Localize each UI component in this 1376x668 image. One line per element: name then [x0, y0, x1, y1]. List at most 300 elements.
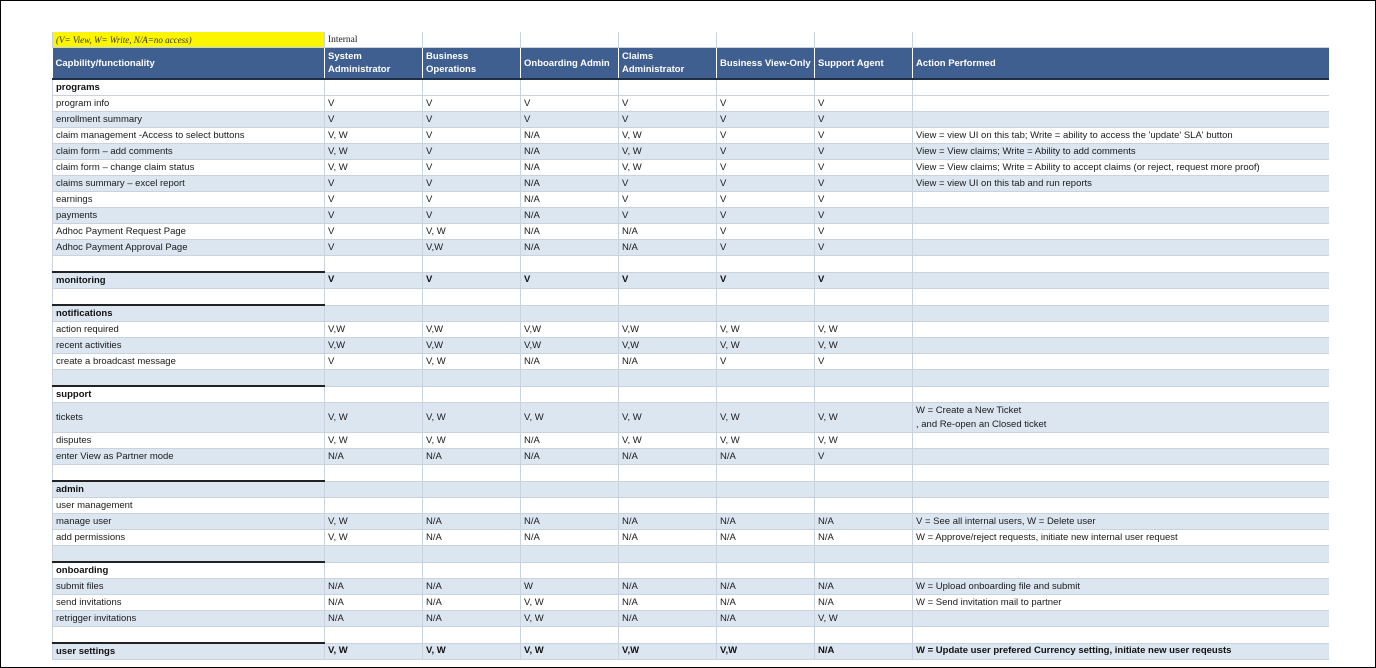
access-cell-business-operations [423, 386, 521, 403]
access-cell-system-administrator: V, W [325, 433, 423, 449]
access-cell-system-administrator [325, 546, 423, 563]
access-cell-system-administrator: V, W [325, 160, 423, 176]
access-cell-system-administrator [325, 481, 423, 498]
access-cell-business-operations [423, 546, 521, 563]
capability-label: payments [53, 208, 325, 224]
access-cell-support-agent [815, 79, 913, 96]
access-cell-system-administrator: V, W [325, 403, 423, 433]
access-cell-support-agent: V [815, 208, 913, 224]
access-cell-onboarding-admin [521, 386, 619, 403]
section-label: onboarding [53, 562, 325, 579]
action-performed-cell [913, 498, 1329, 514]
action-performed-cell [913, 256, 1329, 273]
action-performed-cell: View = view UI on this tab and run reports [913, 176, 1329, 192]
access-cell-onboarding-admin [521, 562, 619, 579]
action-performed-cell [913, 192, 1329, 208]
access-cell-support-agent: V [815, 96, 913, 112]
access-cell-claims-administrator: N/A [619, 611, 717, 627]
action-performed-cell [913, 562, 1329, 579]
access-cell-business-view-only: N/A [717, 595, 815, 611]
action-performed-cell: View = View claims; Write = Ability to accept claims (or reject, request more proof) [913, 160, 1329, 176]
access-cell-claims-administrator: V [619, 96, 717, 112]
access-cell-system-administrator [325, 305, 423, 322]
access-cell-onboarding-admin [521, 546, 619, 563]
action-performed-cell [913, 465, 1329, 482]
action-performed-cell: View = view UI on this tab; Write = ability to access the 'update' SLA' button [913, 128, 1329, 144]
table-row [53, 530, 1329, 546]
capability-label: add permissions [53, 530, 325, 546]
access-cell-system-administrator: V [325, 354, 423, 370]
access-cell-system-administrator: V, W [325, 144, 423, 160]
access-cell-system-administrator: V,W [325, 338, 423, 354]
access-cell-onboarding-admin: N/A [521, 224, 619, 240]
access-cell-business-operations: V, W [423, 354, 521, 370]
access-cell-claims-administrator: V [619, 272, 717, 289]
access-cell-business-operations [423, 465, 521, 482]
access-cell-onboarding-admin: N/A [521, 208, 619, 224]
permissions-table [52, 32, 1329, 660]
access-cell-business-view-only: V [717, 354, 815, 370]
capability-label: claim management -Access to select buttons [53, 128, 325, 144]
legend-cell: (V= View, W= Write, N/A=no access) [53, 32, 325, 48]
header-support-agent: Support Agent [815, 48, 913, 80]
access-cell-support-agent [815, 627, 913, 644]
access-cell-claims-administrator: V [619, 112, 717, 128]
access-cell-business-operations: V [423, 112, 521, 128]
access-cell-business-view-only: V [717, 272, 815, 289]
action-performed-cell [913, 354, 1329, 370]
table-row [53, 579, 1329, 595]
table-row [53, 224, 1329, 240]
access-cell-claims-administrator: V, W [619, 160, 717, 176]
spacer-row [53, 370, 1329, 387]
section-label: monitoring [53, 272, 325, 289]
access-cell-onboarding-admin: N/A [521, 176, 619, 192]
action-performed-cell [913, 289, 1329, 306]
access-cell-claims-administrator: N/A [619, 579, 717, 595]
access-cell-onboarding-admin: V [521, 96, 619, 112]
capability-label: tickets [53, 403, 325, 433]
access-cell-onboarding-admin [521, 465, 619, 482]
access-cell-onboarding-admin: N/A [521, 449, 619, 465]
header-row [53, 48, 1329, 80]
access-cell-business-operations: V [423, 160, 521, 176]
access-cell-business-view-only [717, 498, 815, 514]
table-row [53, 498, 1329, 514]
header-onboarding-admin: Onboarding Admin [521, 48, 619, 80]
access-cell-onboarding-admin: N/A [521, 192, 619, 208]
spacer-row [53, 465, 1329, 482]
access-cell-business-operations [423, 305, 521, 322]
access-cell-business-view-only [717, 305, 815, 322]
access-cell-business-view-only: N/A [717, 579, 815, 595]
action-performed-cell [913, 611, 1329, 627]
access-cell-support-agent: N/A [815, 595, 913, 611]
access-cell-onboarding-admin [521, 498, 619, 514]
access-cell-business-operations [423, 370, 521, 387]
action-performed-cell [913, 627, 1329, 644]
access-cell-claims-administrator [619, 370, 717, 387]
access-cell-system-administrator: V, W [325, 643, 423, 660]
access-cell-business-operations: V, W [423, 433, 521, 449]
action-performed-cell [913, 386, 1329, 403]
access-cell-support-agent [815, 305, 913, 322]
access-cell-business-view-only [717, 386, 815, 403]
access-cell-support-agent: V [815, 272, 913, 289]
table-row [53, 208, 1329, 224]
action-performed-cell [913, 546, 1329, 563]
access-cell-business-operations: N/A [423, 611, 521, 627]
action-performed-cell [913, 272, 1329, 289]
access-cell-onboarding-admin: N/A [521, 144, 619, 160]
access-cell-business-view-only: V [717, 128, 815, 144]
table-row [53, 192, 1329, 208]
access-cell-onboarding-admin [521, 305, 619, 322]
access-cell-claims-administrator [619, 546, 717, 563]
access-cell-claims-administrator [619, 481, 717, 498]
access-cell-business-view-only: V [717, 192, 815, 208]
access-cell-business-operations: V, W [423, 224, 521, 240]
access-cell-claims-administrator [619, 498, 717, 514]
section-row [53, 305, 1329, 322]
access-cell-support-agent: V [815, 112, 913, 128]
access-cell-business-operations [423, 289, 521, 306]
access-cell-onboarding-admin: N/A [521, 514, 619, 530]
access-cell-claims-administrator: V [619, 176, 717, 192]
action-performed-cell: W = Approve/reject requests, initiate new internal user request [913, 530, 1329, 546]
access-cell-business-view-only: N/A [717, 530, 815, 546]
access-cell-onboarding-admin [521, 481, 619, 498]
capability-label [53, 627, 325, 644]
access-cell-claims-administrator: V, W [619, 144, 717, 160]
access-cell-support-agent: N/A [815, 530, 913, 546]
capability-label: claims summary – excel report [53, 176, 325, 192]
section-label: admin [53, 481, 325, 498]
access-cell-claims-administrator: N/A [619, 224, 717, 240]
access-cell-support-agent: N/A [815, 643, 913, 660]
access-cell-business-view-only [717, 256, 815, 273]
capability-label: recent activities [53, 338, 325, 354]
capability-label: claim form – change claim status [53, 160, 325, 176]
header-action-performed: Action Performed [913, 48, 1329, 80]
access-cell-claims-administrator: V,W [619, 643, 717, 660]
header-claims-administrator: Claims Administrator [619, 48, 717, 80]
access-cell-claims-administrator: V [619, 192, 717, 208]
access-cell-business-operations: V [423, 176, 521, 192]
action-performed-cell: V = See all internal users, W = Delete user [913, 514, 1329, 530]
access-cell-claims-administrator [619, 305, 717, 322]
action-performed-cell [913, 370, 1329, 387]
access-cell-business-operations: V [423, 208, 521, 224]
capability-label [53, 289, 325, 306]
section-label: support [53, 386, 325, 403]
access-cell-system-administrator: V [325, 224, 423, 240]
access-cell-support-agent: V [815, 192, 913, 208]
capability-label [53, 370, 325, 387]
access-cell-business-view-only [717, 562, 815, 579]
access-cell-support-agent: V [815, 176, 913, 192]
access-cell-business-view-only: V [717, 224, 815, 240]
action-performed-cell [913, 449, 1329, 465]
access-cell-system-administrator: V [325, 96, 423, 112]
action-line: , and Re-open an Closed ticket [916, 418, 1047, 430]
access-cell-business-view-only [717, 481, 815, 498]
group-label: Internal [325, 32, 423, 48]
access-cell-business-view-only [717, 546, 815, 563]
access-cell-claims-administrator: V, W [619, 403, 717, 433]
access-cell-claims-administrator: N/A [619, 240, 717, 256]
spacer-row [53, 256, 1329, 273]
access-cell-onboarding-admin: N/A [521, 128, 619, 144]
access-cell-business-operations: V [423, 128, 521, 144]
action-performed-cell [913, 338, 1329, 354]
access-cell-business-view-only: V [717, 208, 815, 224]
access-cell-support-agent: N/A [815, 579, 913, 595]
table-row [53, 338, 1329, 354]
access-cell-business-view-only: V [717, 240, 815, 256]
access-cell-system-administrator: V, W [325, 128, 423, 144]
access-cell-system-administrator: V [325, 176, 423, 192]
header-system-administrator: System Administrator [325, 48, 423, 80]
action-performed-cell [913, 322, 1329, 338]
access-cell-support-agent: V [815, 240, 913, 256]
access-cell-support-agent: V, W [815, 403, 913, 433]
access-cell-support-agent [815, 481, 913, 498]
access-cell-business-operations: V [423, 96, 521, 112]
table-row [53, 128, 1329, 144]
access-cell-business-view-only: V, W [717, 403, 815, 433]
access-cell-onboarding-admin [521, 370, 619, 387]
access-cell-business-view-only [717, 627, 815, 644]
access-cell-support-agent: V, W [815, 611, 913, 627]
access-cell-claims-administrator: V, W [619, 128, 717, 144]
access-cell-onboarding-admin: V,W [521, 338, 619, 354]
table-row [53, 514, 1329, 530]
access-cell-onboarding-admin: V [521, 272, 619, 289]
access-cell-system-administrator [325, 498, 423, 514]
access-cell-claims-administrator [619, 79, 717, 96]
access-cell-support-agent [815, 256, 913, 273]
section-row [53, 481, 1329, 498]
access-cell-support-agent: N/A [815, 514, 913, 530]
access-cell-support-agent: V, W [815, 433, 913, 449]
table-row [53, 433, 1329, 449]
spacer-row [53, 546, 1329, 563]
action-line: W = Create a New Ticket [916, 404, 1022, 416]
access-cell-business-operations: N/A [423, 449, 521, 465]
access-cell-claims-administrator: V [619, 208, 717, 224]
access-cell-support-agent [815, 386, 913, 403]
access-cell-support-agent [815, 465, 913, 482]
action-performed-cell [913, 224, 1329, 240]
access-cell-system-administrator [325, 627, 423, 644]
access-cell-business-operations: V,W [423, 338, 521, 354]
table-row [53, 96, 1329, 112]
access-cell-onboarding-admin [521, 79, 619, 96]
access-cell-system-administrator: V, W [325, 514, 423, 530]
access-cell-business-operations: N/A [423, 595, 521, 611]
capability-label: retrigger invitations [53, 611, 325, 627]
action-performed-cell [913, 79, 1329, 96]
access-cell-claims-administrator [619, 627, 717, 644]
access-cell-claims-administrator: N/A [619, 530, 717, 546]
access-cell-business-operations [423, 498, 521, 514]
access-cell-onboarding-admin: N/A [521, 160, 619, 176]
section-label: programs [53, 79, 325, 96]
table-row [53, 595, 1329, 611]
action-performed-cell [913, 403, 1329, 433]
access-cell-claims-administrator [619, 562, 717, 579]
access-cell-system-administrator [325, 79, 423, 96]
table-row [53, 176, 1329, 192]
action-performed-cell [913, 112, 1329, 128]
access-cell-support-agent [815, 498, 913, 514]
access-cell-support-agent: V [815, 144, 913, 160]
action-performed-cell [913, 305, 1329, 322]
table-row [53, 611, 1329, 627]
capability-label: enrollment summary [53, 112, 325, 128]
access-cell-support-agent [815, 289, 913, 306]
access-cell-business-view-only: V,W [717, 643, 815, 660]
access-cell-business-operations: N/A [423, 514, 521, 530]
access-cell-onboarding-admin: N/A [521, 530, 619, 546]
access-cell-system-administrator: V [325, 208, 423, 224]
access-cell-business-operations [423, 79, 521, 96]
access-cell-business-view-only: V, W [717, 433, 815, 449]
section-row [53, 386, 1329, 403]
access-cell-onboarding-admin: N/A [521, 240, 619, 256]
section-label: notifications [53, 305, 325, 322]
access-cell-business-operations [423, 627, 521, 644]
table-row [53, 354, 1329, 370]
access-cell-support-agent: V [815, 160, 913, 176]
access-cell-system-administrator [325, 386, 423, 403]
access-cell-business-operations: V [423, 192, 521, 208]
access-cell-onboarding-admin [521, 627, 619, 644]
access-cell-business-view-only [717, 79, 815, 96]
access-cell-system-administrator: V [325, 272, 423, 289]
access-cell-support-agent: V [815, 128, 913, 144]
access-cell-support-agent: V, W [815, 322, 913, 338]
access-cell-claims-administrator [619, 289, 717, 306]
access-cell-onboarding-admin: V, W [521, 595, 619, 611]
capability-label: earnings [53, 192, 325, 208]
section-label: user settings [53, 643, 325, 660]
capability-label: create a broadcast message [53, 354, 325, 370]
access-cell-support-agent [815, 370, 913, 387]
access-cell-business-operations: N/A [423, 579, 521, 595]
table-row [53, 322, 1329, 338]
access-cell-system-administrator: V,W [325, 322, 423, 338]
access-cell-support-agent: V [815, 449, 913, 465]
legend-row [53, 32, 1329, 48]
access-cell-onboarding-admin: V, W [521, 611, 619, 627]
access-cell-claims-administrator: V,W [619, 322, 717, 338]
access-cell-business-view-only: V [717, 112, 815, 128]
action-performed-cell: View = View claims; Write = Ability to add comments [913, 144, 1329, 160]
access-cell-system-administrator: V, W [325, 530, 423, 546]
access-cell-claims-administrator [619, 386, 717, 403]
access-cell-support-agent: V [815, 224, 913, 240]
access-cell-claims-administrator: N/A [619, 595, 717, 611]
access-cell-claims-administrator: N/A [619, 514, 717, 530]
access-cell-business-operations: V [423, 272, 521, 289]
access-cell-onboarding-admin [521, 256, 619, 273]
access-cell-claims-administrator: V,W [619, 338, 717, 354]
access-cell-business-view-only [717, 289, 815, 306]
access-cell-system-administrator: V [325, 112, 423, 128]
access-cell-business-view-only: V, W [717, 322, 815, 338]
table-row [53, 403, 1329, 433]
access-cell-claims-administrator: V, W [619, 433, 717, 449]
section-row [53, 79, 1329, 96]
access-cell-business-view-only: V, W [717, 338, 815, 354]
section-row [53, 562, 1329, 579]
access-cell-business-operations: V, W [423, 643, 521, 660]
capability-label: send invitations [53, 595, 325, 611]
access-cell-onboarding-admin [521, 289, 619, 306]
access-cell-system-administrator: N/A [325, 611, 423, 627]
capability-label: manage user [53, 514, 325, 530]
access-cell-business-operations [423, 562, 521, 579]
capability-label: disputes [53, 433, 325, 449]
access-cell-onboarding-admin: N/A [521, 354, 619, 370]
capability-label: Adhoc Payment Request Page [53, 224, 325, 240]
action-performed-cell: W = Send invitation mail to partner [913, 595, 1329, 611]
access-cell-business-view-only: N/A [717, 514, 815, 530]
table-row [53, 144, 1329, 160]
access-cell-system-administrator: V [325, 192, 423, 208]
header-business-view-only: Business View-Only [717, 48, 815, 80]
capability-label: program info [53, 96, 325, 112]
access-cell-business-operations: V, W [423, 403, 521, 433]
access-cell-business-view-only: V [717, 144, 815, 160]
access-cell-business-view-only: V [717, 96, 815, 112]
access-cell-business-operations [423, 256, 521, 273]
table-row [53, 240, 1329, 256]
access-cell-business-view-only: N/A [717, 449, 815, 465]
table-row [53, 112, 1329, 128]
access-cell-system-administrator [325, 370, 423, 387]
header-business-operations: Business Operations [423, 48, 521, 80]
capability-label: enter View as Partner mode [53, 449, 325, 465]
access-cell-system-administrator [325, 562, 423, 579]
access-cell-onboarding-admin: V, W [521, 403, 619, 433]
access-cell-claims-administrator [619, 256, 717, 273]
access-cell-system-administrator [325, 465, 423, 482]
access-cell-business-view-only [717, 370, 815, 387]
capability-label: user management [53, 498, 325, 514]
table-row [53, 449, 1329, 465]
access-cell-system-administrator: N/A [325, 449, 423, 465]
access-cell-claims-administrator [619, 465, 717, 482]
access-cell-business-view-only: V [717, 176, 815, 192]
header-capability: Capbility/functionality [53, 48, 325, 80]
access-cell-onboarding-admin: W [521, 579, 619, 595]
access-cell-business-operations [423, 481, 521, 498]
capability-label: action required [53, 322, 325, 338]
access-cell-system-administrator: N/A [325, 579, 423, 595]
capability-label: claim form – add comments [53, 144, 325, 160]
access-cell-support-agent [815, 562, 913, 579]
section-row [53, 643, 1329, 660]
access-cell-business-operations: V,W [423, 240, 521, 256]
access-cell-system-administrator [325, 256, 423, 273]
access-cell-claims-administrator: N/A [619, 449, 717, 465]
action-performed-cell: W = Update user prefered Currency setting, initiate new user reqeusts [913, 643, 1329, 660]
access-cell-system-administrator: N/A [325, 595, 423, 611]
access-cell-onboarding-admin: V,W [521, 322, 619, 338]
